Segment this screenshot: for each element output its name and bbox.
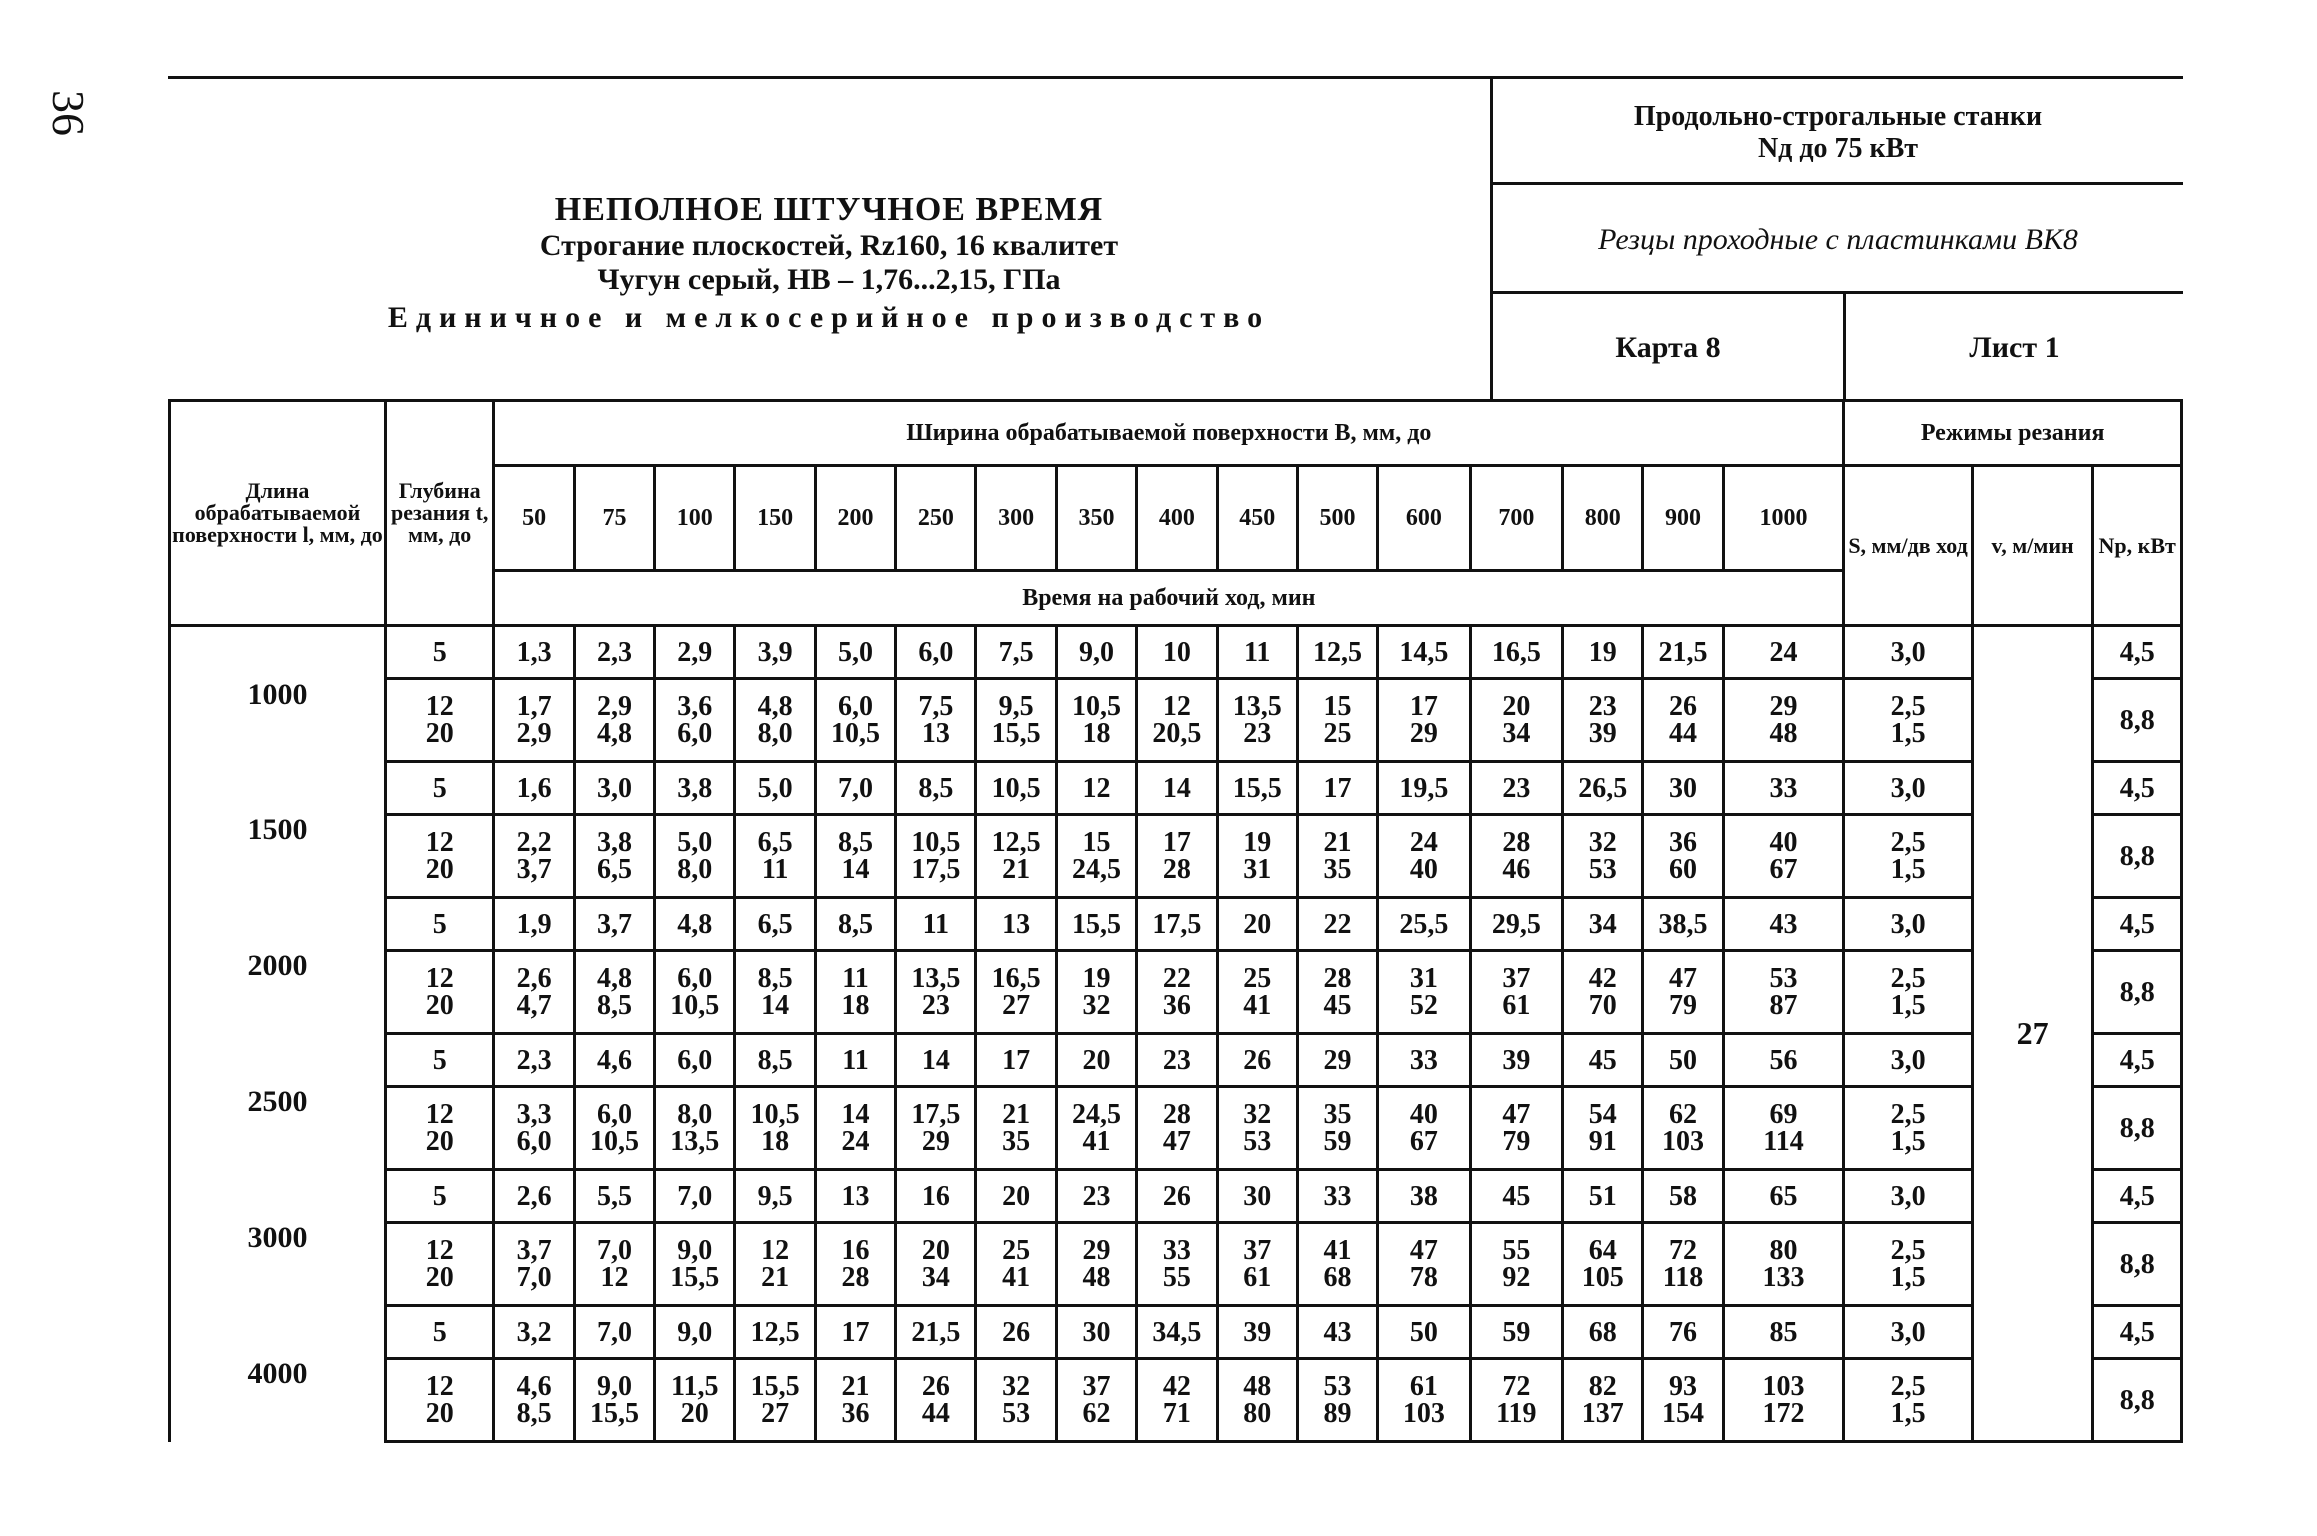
depth-cell: 5 bbox=[385, 1170, 493, 1223]
time-cell: 53 89 bbox=[1297, 1359, 1377, 1442]
time-cell: 38,5 bbox=[1643, 898, 1723, 951]
time-cell: 12 21 bbox=[735, 1223, 815, 1306]
depth-cell: 5 bbox=[385, 762, 493, 815]
time-cell: 6,5 bbox=[735, 898, 815, 951]
time-cell: 2,3 bbox=[494, 1034, 574, 1087]
time-cell: 93 154 bbox=[1643, 1359, 1723, 1442]
time-cell: 7,5 13 bbox=[896, 679, 976, 762]
time-cell: 2,9 4,8 bbox=[574, 679, 654, 762]
time-cell: 40 67 bbox=[1378, 1087, 1470, 1170]
time-cell: 12 bbox=[1056, 762, 1136, 815]
time-cell: 31 52 bbox=[1378, 951, 1470, 1034]
width-header-cell: 1000 bbox=[1723, 466, 1844, 571]
doc-subtitle-production: Единичное и мелкосерийное производство bbox=[387, 301, 1271, 334]
time-cell: 29,5 bbox=[1470, 898, 1562, 951]
time-cell: 28 45 bbox=[1297, 951, 1377, 1034]
width-header-cell: 200 bbox=[815, 466, 895, 571]
time-cell: 9,0 bbox=[1056, 626, 1136, 679]
feed-cell: 3,0 bbox=[1844, 1306, 1973, 1359]
depth-cell: 12 20 bbox=[385, 1087, 493, 1170]
time-cell: 68 bbox=[1563, 1306, 1643, 1359]
time-cell: 6,0 bbox=[896, 626, 976, 679]
time-cell: 10,5 bbox=[976, 762, 1056, 815]
time-cell: 15,5 bbox=[1056, 898, 1136, 951]
power-cell: 8,8 bbox=[2093, 1223, 2182, 1306]
time-cell: 25,5 bbox=[1378, 898, 1470, 951]
time-cell: 1,6 bbox=[494, 762, 574, 815]
time-cell: 62 103 bbox=[1643, 1087, 1723, 1170]
time-cell: 69 114 bbox=[1723, 1087, 1844, 1170]
time-cell: 25 41 bbox=[1217, 951, 1297, 1034]
time-cell: 1,9 bbox=[494, 898, 574, 951]
time-cell: 8,5 bbox=[815, 898, 895, 951]
time-cell: 17 29 bbox=[1378, 679, 1470, 762]
time-cell: 22 bbox=[1297, 898, 1377, 951]
time-cell: 58 bbox=[1643, 1170, 1723, 1223]
time-cell: 5,0 bbox=[735, 762, 815, 815]
time-cell: 59 bbox=[1470, 1306, 1562, 1359]
time-cell: 8,5 14 bbox=[815, 815, 895, 898]
time-cell: 12,5 bbox=[735, 1306, 815, 1359]
table-row bbox=[170, 1223, 2182, 1306]
time-cell: 72 118 bbox=[1643, 1223, 1723, 1306]
time-cell: 45 bbox=[1470, 1170, 1562, 1223]
time-cell: 6,0 10,5 bbox=[655, 951, 735, 1034]
time-cell: 9,0 bbox=[655, 1306, 735, 1359]
time-cell: 30 bbox=[1643, 762, 1723, 815]
time-cell: 3,3 6,0 bbox=[494, 1087, 574, 1170]
time-cell: 10,5 17,5 bbox=[896, 815, 976, 898]
power-cell: 4,5 bbox=[2093, 762, 2182, 815]
time-cell: 5,5 bbox=[574, 1170, 654, 1223]
width-header-cell: 50 bbox=[494, 466, 574, 571]
time-cell: 10,5 18 bbox=[735, 1087, 815, 1170]
time-cell: 20 34 bbox=[896, 1223, 976, 1306]
time-cell: 33 bbox=[1378, 1034, 1470, 1087]
time-cell: 20 bbox=[1217, 898, 1297, 951]
time-cell: 80 133 bbox=[1723, 1223, 1844, 1306]
depth-cell: 5 bbox=[385, 898, 493, 951]
time-cell: 50 bbox=[1643, 1034, 1723, 1087]
table-row bbox=[170, 626, 2182, 679]
table-row bbox=[170, 762, 2182, 815]
feed-cell: 3,0 bbox=[1844, 1170, 1973, 1223]
time-cell: 14 bbox=[896, 1034, 976, 1087]
time-cell: 37 61 bbox=[1217, 1223, 1297, 1306]
time-cell: 16 28 bbox=[815, 1223, 895, 1306]
time-cell: 48 80 bbox=[1217, 1359, 1297, 1442]
time-cell: 9,0 15,5 bbox=[574, 1359, 654, 1442]
power-cell: 8,8 bbox=[2093, 1087, 2182, 1170]
time-cell: 23 39 bbox=[1563, 679, 1643, 762]
time-cell: 15,5 bbox=[1217, 762, 1297, 815]
time-cell: 30 bbox=[1217, 1170, 1297, 1223]
time-cell: 51 bbox=[1563, 1170, 1643, 1223]
width-header-cell: 250 bbox=[896, 466, 976, 571]
time-cell: 17 28 bbox=[1137, 815, 1217, 898]
time-cell: 47 78 bbox=[1378, 1223, 1470, 1306]
machine-power: Nд до 75 кВт bbox=[1757, 133, 1919, 164]
time-cell: 55 92 bbox=[1470, 1223, 1562, 1306]
doc-subtitle-material: Чугун серый, НВ – 1,76...2,15, ГПа bbox=[597, 263, 1061, 296]
power-cell: 8,8 bbox=[2093, 951, 2182, 1034]
time-cell: 24,5 41 bbox=[1056, 1087, 1136, 1170]
time-cell: 7,0 bbox=[655, 1170, 735, 1223]
time-cell: 16 bbox=[896, 1170, 976, 1223]
time-cell: 17 bbox=[976, 1034, 1056, 1087]
time-cell: 5,0 8,0 bbox=[655, 815, 735, 898]
time-cell: 21 36 bbox=[815, 1359, 895, 1442]
machining-time-table bbox=[168, 399, 2183, 1443]
col-header-power: Nр, кВт bbox=[2093, 466, 2182, 626]
time-cell: 43 bbox=[1297, 1306, 1377, 1359]
time-cell: 29 bbox=[1297, 1034, 1377, 1087]
table-row bbox=[170, 1034, 2182, 1087]
length-cell: 3000 bbox=[170, 1170, 386, 1306]
width-header-cell: 150 bbox=[735, 466, 815, 571]
width-header: Ширина обрабатываемой поверхности В, мм, до bbox=[494, 401, 1844, 466]
power-cell: 4,5 bbox=[2093, 1034, 2182, 1087]
time-cell: 16,5 bbox=[1470, 626, 1562, 679]
time-cell: 4,8 8,5 bbox=[574, 951, 654, 1034]
time-cell: 3,8 bbox=[655, 762, 735, 815]
page-number: 36 bbox=[43, 90, 94, 136]
width-header-cell: 100 bbox=[655, 466, 735, 571]
time-cell: 3,6 6,0 bbox=[655, 679, 735, 762]
depth-cell: 5 bbox=[385, 1306, 493, 1359]
time-cell: 7,5 bbox=[976, 626, 1056, 679]
time-cell: 3,7 7,0 bbox=[494, 1223, 574, 1306]
machine-type bbox=[1493, 79, 2183, 185]
time-cell: 4,8 8,0 bbox=[735, 679, 815, 762]
time-cell: 26 bbox=[1217, 1034, 1297, 1087]
depth-cell: 12 20 bbox=[385, 815, 493, 898]
time-cell: 34,5 bbox=[1137, 1306, 1217, 1359]
time-cell: 19 bbox=[1563, 626, 1643, 679]
time-cell: 53 87 bbox=[1723, 951, 1844, 1034]
time-cell: 6,0 bbox=[655, 1034, 735, 1087]
power-cell: 4,5 bbox=[2093, 1306, 2182, 1359]
width-header-cell: 500 bbox=[1297, 466, 1377, 571]
time-cell: 7,0 bbox=[815, 762, 895, 815]
time-cell: 25 41 bbox=[976, 1223, 1056, 1306]
table-row bbox=[170, 898, 2182, 951]
time-cell: 32 53 bbox=[1217, 1087, 1297, 1170]
time-cell: 17,5 bbox=[1137, 898, 1217, 951]
time-cell: 6,5 11 bbox=[735, 815, 815, 898]
width-header-cell: 400 bbox=[1137, 466, 1217, 571]
time-cell: 24 bbox=[1723, 626, 1844, 679]
time-cell: 10,5 18 bbox=[1056, 679, 1136, 762]
time-cell: 15,5 27 bbox=[735, 1359, 815, 1442]
time-cell: 21 35 bbox=[976, 1087, 1056, 1170]
table-row bbox=[170, 1170, 2182, 1223]
power-cell: 4,5 bbox=[2093, 898, 2182, 951]
time-cell: 2,6 bbox=[494, 1170, 574, 1223]
table-row bbox=[170, 1359, 2182, 1442]
feed-cell: 3,0 bbox=[1844, 1034, 1973, 1087]
time-cell: 39 bbox=[1470, 1034, 1562, 1087]
time-cell: 20 34 bbox=[1470, 679, 1562, 762]
time-cell: 33 bbox=[1297, 1170, 1377, 1223]
time-cell: 21,5 bbox=[896, 1306, 976, 1359]
time-cell: 40 67 bbox=[1723, 815, 1844, 898]
length-cell: 1000 bbox=[170, 626, 386, 762]
time-cell: 32 53 bbox=[976, 1359, 1056, 1442]
time-cell: 9,0 15,5 bbox=[655, 1223, 735, 1306]
width-header-cell: 900 bbox=[1643, 466, 1723, 571]
time-cell: 17,5 29 bbox=[896, 1087, 976, 1170]
width-header-cell: 75 bbox=[574, 466, 654, 571]
time-cell: 7,0 12 bbox=[574, 1223, 654, 1306]
time-cell: 1,7 2,9 bbox=[494, 679, 574, 762]
time-cell: 17 bbox=[1297, 762, 1377, 815]
time-cell: 42 70 bbox=[1563, 951, 1643, 1034]
time-cell: 45 bbox=[1563, 1034, 1643, 1087]
time-cell: 76 bbox=[1643, 1306, 1723, 1359]
time-cell: 3,2 bbox=[494, 1306, 574, 1359]
feed-cell: 2,5 1,5 bbox=[1844, 1359, 1973, 1442]
time-cell: 3,9 bbox=[735, 626, 815, 679]
length-cell: 1500 bbox=[170, 762, 386, 898]
time-cell: 85 bbox=[1723, 1306, 1844, 1359]
time-cell: 26 bbox=[1137, 1170, 1217, 1223]
feed-cell: 2,5 1,5 bbox=[1844, 815, 1973, 898]
time-cell: 1,3 bbox=[494, 626, 574, 679]
col-header-length: Длина обрабатываемой поверхности l, мм, до bbox=[170, 401, 386, 626]
time-cell: 23 bbox=[1470, 762, 1562, 815]
time-cell: 19,5 bbox=[1378, 762, 1470, 815]
length-cell: 2500 bbox=[170, 1034, 386, 1170]
time-cell: 36 60 bbox=[1643, 815, 1723, 898]
time-cell: 20 bbox=[1056, 1034, 1136, 1087]
time-cell: 4,6 8,5 bbox=[494, 1359, 574, 1442]
table-row bbox=[170, 1087, 2182, 1170]
time-cell: 50 bbox=[1378, 1306, 1470, 1359]
title-block bbox=[168, 79, 1493, 402]
doc-subtitle-operation: Строгание плоскостей, Rz160, 16 квалитет bbox=[539, 229, 1119, 262]
time-cell: 39 bbox=[1217, 1306, 1297, 1359]
width-header-cell: 350 bbox=[1056, 466, 1136, 571]
time-cell: 8,5 14 bbox=[735, 951, 815, 1034]
time-cell: 9,5 bbox=[735, 1170, 815, 1223]
time-cell: 9,5 15,5 bbox=[976, 679, 1056, 762]
time-cell: 4,8 bbox=[655, 898, 735, 951]
time-cell: 12,5 21 bbox=[976, 815, 1056, 898]
width-header-cell: 300 bbox=[976, 466, 1056, 571]
time-cell: 7,0 bbox=[574, 1306, 654, 1359]
width-header-cell: 700 bbox=[1470, 466, 1562, 571]
time-cell: 14,5 bbox=[1378, 626, 1470, 679]
machine-name: Продольно-строгальные станки bbox=[1633, 101, 2043, 132]
depth-cell: 12 20 bbox=[385, 951, 493, 1034]
time-cell: 17 bbox=[815, 1306, 895, 1359]
time-cell: 14 24 bbox=[815, 1087, 895, 1170]
time-cell: 19 32 bbox=[1056, 951, 1136, 1034]
sheet-number: Лист 1 bbox=[1969, 331, 2060, 364]
time-cell: 19 31 bbox=[1217, 815, 1297, 898]
time-cell: 23 bbox=[1056, 1170, 1136, 1223]
width-header-cell: 800 bbox=[1563, 466, 1643, 571]
time-cell: 33 bbox=[1723, 762, 1844, 815]
time-cell: 8,5 bbox=[735, 1034, 815, 1087]
time-cell: 24 40 bbox=[1378, 815, 1470, 898]
time-cell: 64 105 bbox=[1563, 1223, 1643, 1306]
time-cell: 8,0 13,5 bbox=[655, 1087, 735, 1170]
depth-cell: 12 20 bbox=[385, 679, 493, 762]
time-cell: 3,7 bbox=[574, 898, 654, 951]
feed-cell: 3,0 bbox=[1844, 626, 1973, 679]
time-cell: 12,5 bbox=[1297, 626, 1377, 679]
time-cell: 61 103 bbox=[1378, 1359, 1470, 1442]
modes-header: Режимы резания bbox=[1844, 401, 2182, 466]
power-cell: 4,5 bbox=[2093, 1170, 2182, 1223]
feed-cell: 2,5 1,5 bbox=[1844, 1087, 1973, 1170]
time-cell: 42 71 bbox=[1137, 1359, 1217, 1442]
card-number: Карта 8 bbox=[1493, 294, 1846, 402]
power-cell: 8,8 bbox=[2093, 815, 2182, 898]
time-cell: 41 68 bbox=[1297, 1223, 1377, 1306]
time-cell: 6,0 10,5 bbox=[815, 679, 895, 762]
time-cell: 4,6 bbox=[574, 1034, 654, 1087]
card-info-block bbox=[1493, 79, 2183, 402]
time-cell: 2,3 bbox=[574, 626, 654, 679]
time-cell: 32 53 bbox=[1563, 815, 1643, 898]
time-cell: 10 bbox=[1137, 626, 1217, 679]
speed-cell: 27 bbox=[1972, 626, 2093, 1442]
time-cell: 26,5 bbox=[1563, 762, 1643, 815]
time-cell: 103 172 bbox=[1723, 1359, 1844, 1442]
document-header bbox=[168, 76, 2183, 402]
time-cell: 37 61 bbox=[1470, 951, 1562, 1034]
table-row bbox=[170, 679, 2182, 762]
feed-cell: 2,5 1,5 bbox=[1844, 679, 1973, 762]
col-header-depth: Глубина резания t, мм, до bbox=[385, 401, 493, 626]
time-cell: 47 79 bbox=[1470, 1087, 1562, 1170]
doc-title: НЕПОЛНОЕ ШТУЧНОЕ ВРЕМЯ bbox=[554, 191, 1104, 228]
time-cell: 22 36 bbox=[1137, 951, 1217, 1034]
feed-cell: 2,5 1,5 bbox=[1844, 951, 1973, 1034]
time-cell: 2,2 3,7 bbox=[494, 815, 574, 898]
time-cell: 35 59 bbox=[1297, 1087, 1377, 1170]
time-cell: 54 91 bbox=[1563, 1087, 1643, 1170]
power-cell: 8,8 bbox=[2093, 1359, 2182, 1442]
time-cell: 16,5 27 bbox=[976, 951, 1056, 1034]
width-header-cell: 600 bbox=[1378, 466, 1470, 571]
time-cell: 29 48 bbox=[1723, 679, 1844, 762]
time-cell: 11 bbox=[896, 898, 976, 951]
time-cell: 28 46 bbox=[1470, 815, 1562, 898]
time-cell: 82 137 bbox=[1563, 1359, 1643, 1442]
time-cell: 13 bbox=[815, 1170, 895, 1223]
time-cell: 26 44 bbox=[1643, 679, 1723, 762]
time-cell: 72 119 bbox=[1470, 1359, 1562, 1442]
time-cell: 43 bbox=[1723, 898, 1844, 951]
time-cell: 28 47 bbox=[1137, 1087, 1217, 1170]
time-cell: 29 48 bbox=[1056, 1223, 1136, 1306]
power-cell: 8,8 bbox=[2093, 679, 2182, 762]
table-row bbox=[170, 951, 2182, 1034]
time-cell: 15 24,5 bbox=[1056, 815, 1136, 898]
time-header: Время на рабочий ход, мин bbox=[494, 571, 1844, 626]
time-cell: 38 bbox=[1378, 1170, 1470, 1223]
time-cell: 3,8 6,5 bbox=[574, 815, 654, 898]
time-cell: 56 bbox=[1723, 1034, 1844, 1087]
power-cell: 4,5 bbox=[2093, 626, 2182, 679]
time-cell: 26 bbox=[976, 1306, 1056, 1359]
time-cell: 3,0 bbox=[574, 762, 654, 815]
col-header-speed: v, м/мин bbox=[1972, 466, 2093, 626]
time-cell: 30 bbox=[1056, 1306, 1136, 1359]
time-cell: 8,5 bbox=[896, 762, 976, 815]
time-cell: 12 20,5 bbox=[1137, 679, 1217, 762]
col-header-feed: S, мм/дв ход bbox=[1844, 466, 1973, 626]
time-cell: 6,0 10,5 bbox=[574, 1087, 654, 1170]
width-header-cell: 450 bbox=[1217, 466, 1297, 571]
time-cell: 13,5 23 bbox=[1217, 679, 1297, 762]
time-cell: 37 62 bbox=[1056, 1359, 1136, 1442]
time-cell: 33 55 bbox=[1137, 1223, 1217, 1306]
time-cell: 23 bbox=[1137, 1034, 1217, 1087]
time-cell: 20 bbox=[976, 1170, 1056, 1223]
time-cell: 14 bbox=[1137, 762, 1217, 815]
time-cell: 34 bbox=[1563, 898, 1643, 951]
time-cell: 47 79 bbox=[1643, 951, 1723, 1034]
feed-cell: 2,5 1,5 bbox=[1844, 1223, 1973, 1306]
time-cell: 2,9 bbox=[655, 626, 735, 679]
time-cell: 11,5 20 bbox=[655, 1359, 735, 1442]
depth-cell: 12 20 bbox=[385, 1359, 493, 1442]
time-cell: 65 bbox=[1723, 1170, 1844, 1223]
length-cell: 2000 bbox=[170, 898, 386, 1034]
time-cell: 21 35 bbox=[1297, 815, 1377, 898]
time-cell: 13 bbox=[976, 898, 1056, 951]
table-row bbox=[170, 1306, 2182, 1359]
time-cell: 13,5 23 bbox=[896, 951, 976, 1034]
table-row bbox=[170, 815, 2182, 898]
time-cell: 11 bbox=[1217, 626, 1297, 679]
time-cell: 21,5 bbox=[1643, 626, 1723, 679]
length-cell: 4000 bbox=[170, 1306, 386, 1442]
time-cell: 26 44 bbox=[896, 1359, 976, 1442]
time-cell: 11 18 bbox=[815, 951, 895, 1034]
feed-cell: 3,0 bbox=[1844, 762, 1973, 815]
time-cell: 5,0 bbox=[815, 626, 895, 679]
feed-cell: 3,0 bbox=[1844, 898, 1973, 951]
time-cell: 2,6 4,7 bbox=[494, 951, 574, 1034]
tool-type: Резцы проходные с пластинками ВК8 bbox=[1493, 188, 2183, 294]
time-cell: 11 bbox=[815, 1034, 895, 1087]
depth-cell: 5 bbox=[385, 626, 493, 679]
time-cell: 15 25 bbox=[1297, 679, 1377, 762]
depth-cell: 5 bbox=[385, 1034, 493, 1087]
depth-cell: 12 20 bbox=[385, 1223, 493, 1306]
